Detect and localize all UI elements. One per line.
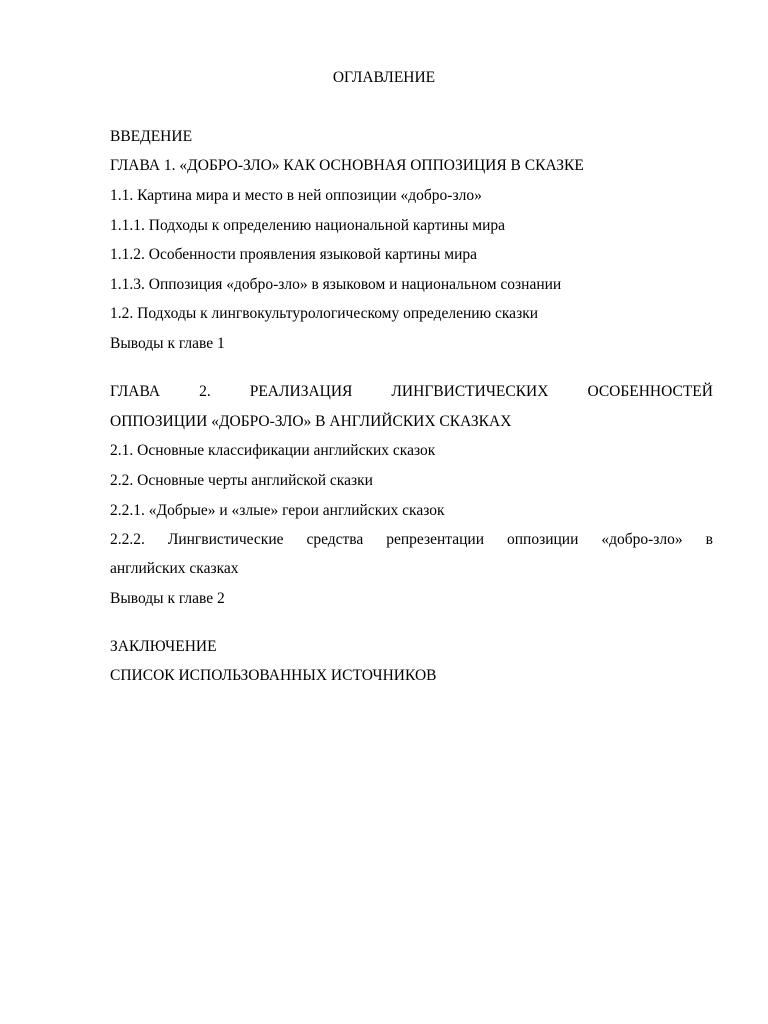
toc-section-1-1-2: 1.1.2. Особенности проявления языковой картины мира [110,246,478,263]
toc-section-2-2-1: 2.2.1. «Добрые» и «злые» герои английских сказок [110,502,445,519]
toc-conclusion: ЗАКЛЮЧЕНИЕ [110,638,217,655]
toc-section-2-2-2-line2: английских сказках [110,560,239,577]
toc-section-1-1-3: 1.1.3. Оппозиция «добро-зло» в языковом и национальном сознании [110,276,562,293]
toc-chapter-2-conclusions: Выводы к главе 2 [110,590,225,607]
heading-word: 2. [199,383,211,400]
toc-section-2-2: 2.2. Основные черты английской сказки [110,472,373,489]
toc-section-2-2-2-line1 [110,530,713,550]
toc-section-1-2: 1.2. Подходы к лингвокультурологическому определению сказки [110,305,539,322]
toc-chapter-2-heading-line1 [110,382,713,402]
toc-section-1-1: 1.1. Картина мира и место в ней оппозиции «добро-зло» [110,187,482,204]
section-word: «добро-зло» [601,531,683,548]
heading-word: ГЛАВА [110,383,161,400]
toc-section-2-1: 2.1. Основные классификации английских сказок [110,442,436,459]
toc-introduction: ВВЕДЕНИЕ [110,128,193,145]
page-title: ОГЛАВЛЕНИЕ [332,69,436,86]
section-word: 2.2.2. [110,531,145,548]
section-word: репрезентации [386,531,485,548]
toc-chapter-1-heading: ГЛАВА 1. «ДОБРО-ЗЛО» КАК ОСНОВНАЯ ОППОЗИЦИЯ В СКАЗКЕ [110,157,584,174]
section-word: Лингвистические [167,531,284,548]
heading-word: РЕАЛИЗАЦИЯ [249,383,353,400]
toc-chapter-1-conclusions: Выводы к главе 1 [110,335,225,352]
section-word: средства [306,531,364,548]
section-word: в [705,531,713,548]
section-word: оппозиции [506,531,579,548]
toc-sources: СПИСОК ИСПОЛЬЗОВАННЫХ ИСТОЧНИКОВ [110,667,437,684]
toc-chapter-2-heading-line2: ОППОЗИЦИИ «ДОБРО-ЗЛО» В АНГЛИЙСКИХ СКАЗКАХ [110,413,512,430]
heading-word: ЛИНГВИСТИЧЕСКИХ [391,383,549,400]
heading-word: ОСОБЕННОСТЕЙ [587,383,713,400]
toc-section-1-1-1: 1.1.1. Подходы к определению национальной картины мира [110,217,506,234]
